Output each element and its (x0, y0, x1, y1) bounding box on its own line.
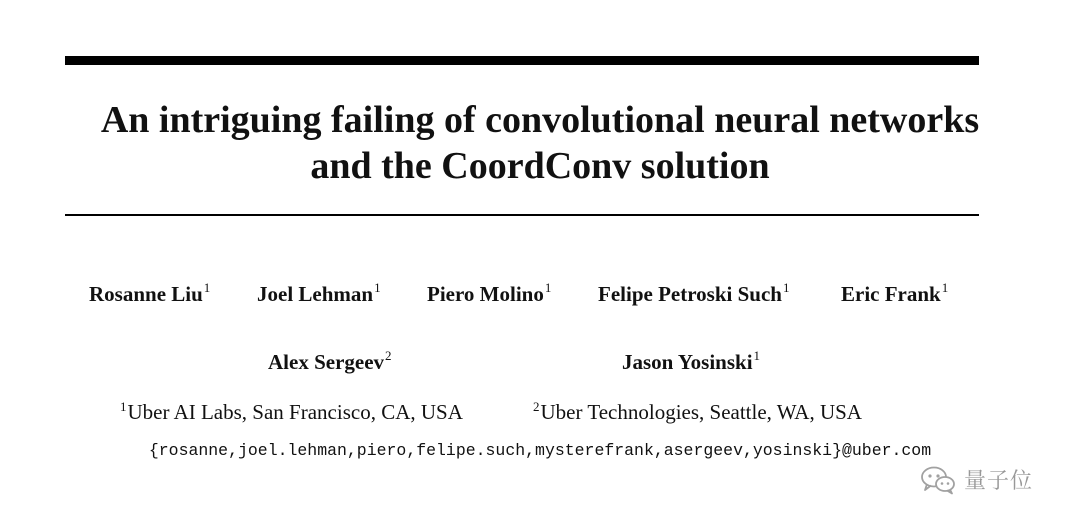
author (622, 349, 760, 375)
affiliation-mark: 1 (941, 280, 949, 295)
affiliation-mark: 1 (120, 399, 127, 414)
author (257, 281, 381, 307)
author (268, 349, 392, 375)
author-name: Alex Sergeev (268, 350, 385, 374)
affiliation-mark: 2 (385, 348, 392, 363)
author-emails: {rosanne,joel.lehman,piero,felipe.such,mysterefrank,asergeev,yosinski}@uber.com (148, 441, 932, 460)
author (598, 281, 789, 307)
affiliation-mark: 1 (203, 280, 211, 295)
author-name: Piero Molino (427, 282, 544, 306)
author-name: Eric Frank (841, 282, 941, 306)
affiliation-text: Uber AI Labs, San Francisco, CA, USA (127, 400, 463, 424)
title-line-2: and the CoordConv solution (310, 145, 770, 187)
affiliation (533, 399, 862, 425)
title-line-1: An intriguing failing of convolutional neural networks (100, 99, 980, 141)
wechat-logo-icon (920, 465, 956, 495)
affiliation-mark: 1 (782, 280, 790, 295)
affiliation-text: Uber Technologies, Seattle, WA, USA (540, 400, 862, 424)
author-name: Felipe Petroski Such (598, 282, 782, 306)
author-name: Joel Lehman (257, 282, 374, 306)
affiliation-mark: 1 (544, 280, 552, 295)
paper-title (0, 97, 1080, 189)
author (841, 281, 948, 307)
top-rule (65, 56, 979, 65)
affiliation (120, 399, 463, 425)
watermark (920, 464, 1033, 495)
affiliation-mark: 1 (374, 280, 381, 295)
title-bottom-rule (65, 214, 979, 216)
watermark-text: 量子位 (964, 469, 1034, 494)
author-name: Rosanne Liu (89, 282, 203, 306)
author (427, 281, 551, 307)
affiliation-mark: 1 (753, 348, 761, 363)
affiliation-mark: 2 (533, 399, 540, 414)
author-name: Jason Yosinski (622, 350, 753, 374)
author (89, 281, 210, 307)
